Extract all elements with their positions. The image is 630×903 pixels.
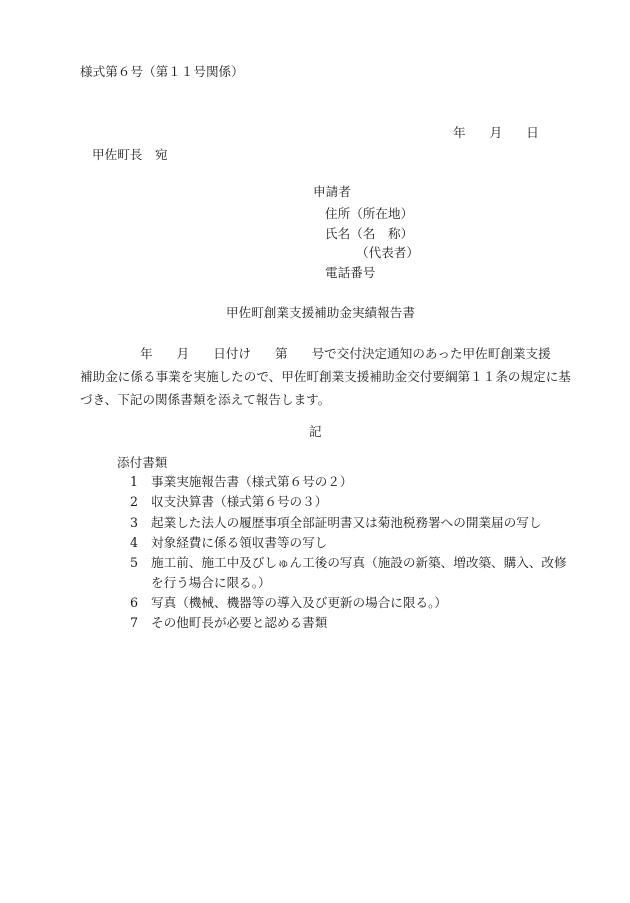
applicant-address: 住所（所在地） — [325, 206, 414, 221]
date-day: 日 — [526, 125, 539, 140]
attachment-number: 6 — [129, 595, 138, 610]
attachments-heading: 添付書類 — [117, 455, 168, 470]
attachment-text-continued: を行う場合に限る。） — [151, 575, 271, 590]
body-line-1 — [80, 342, 550, 365]
ki-mark: 記 — [309, 424, 322, 439]
form-number: 様式第６号（第１１号関係） — [80, 64, 244, 79]
body-line-3: づき、下記の関係書類を添えて報告します。 — [80, 392, 331, 407]
applicant-name: 氏名（名 称） — [325, 226, 414, 241]
attachment-text: 起業した法人の履歴事項全部証明書又は菊池税務署への開業届の写し — [151, 515, 542, 530]
attachment-number: 1 — [129, 474, 138, 489]
attachment-number: 5 — [129, 555, 138, 570]
attachment-text: その他町長が必要と認める書類 — [151, 615, 328, 630]
date-year: 年 — [453, 125, 466, 140]
attachment-number: 3 — [129, 515, 138, 530]
attachment-text: 写真（機械、機器等の導入及び更新の場合に限る。） — [151, 595, 447, 610]
date-month: 月 — [489, 125, 503, 140]
body-day: 日付け — [213, 346, 251, 361]
date-line — [453, 127, 539, 140]
applicant-phone: 電話番号 — [325, 265, 376, 280]
body-number-prefix: 第 — [274, 346, 288, 361]
attachment-text: 対象経費に係る領収書等の写し — [151, 535, 328, 550]
attachment-number: 2 — [129, 494, 138, 509]
attachment-text: 収支決算書（様式第６号の３） — [151, 494, 328, 509]
applicant-label: 申請者 — [313, 184, 351, 199]
attachment-text: 事業実施報告書（様式第６号の２） — [151, 474, 353, 489]
body-line-1-rest: 号で交付決定通知のあった甲佐町創業支援 — [311, 346, 551, 361]
attachment-number: 7 — [129, 615, 138, 630]
body-paragraph — [80, 342, 571, 411]
body-line-2: 補助金に係る事業を実施したので、甲佐町創業支援補助金交付要綱第１１条の規定に基 — [80, 369, 571, 384]
recipient: 甲佐町長 宛 — [92, 147, 168, 162]
body-month: 月 — [176, 346, 190, 361]
attachment-number: 4 — [129, 535, 138, 550]
body-year: 年 — [140, 346, 153, 361]
attachment-text: 施工前、施工中及びしゅん工後の写真（施設の新築、増改築、購入、改修 — [151, 555, 567, 570]
document-title: 甲佐町創業支援補助金実績報告書 — [226, 305, 415, 320]
applicant-representative: （代表者） — [356, 245, 419, 260]
